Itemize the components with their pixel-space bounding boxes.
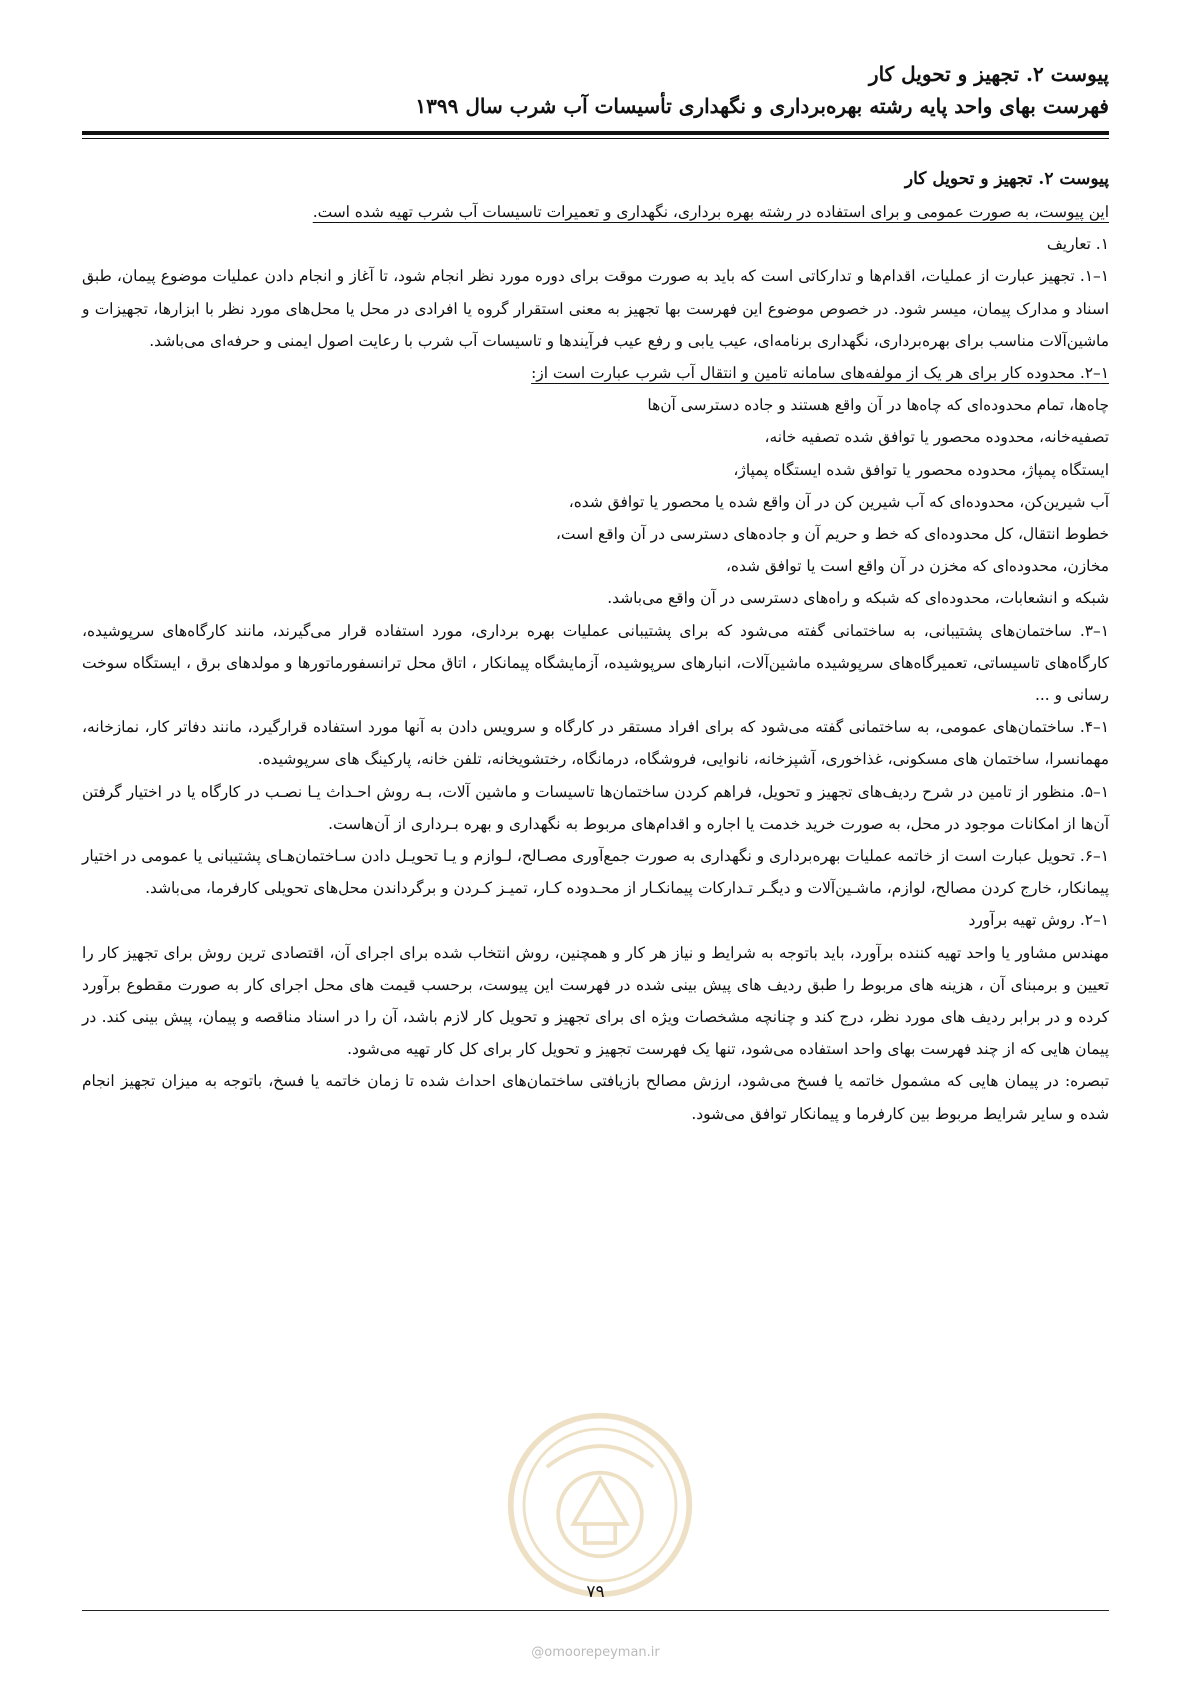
footer-rule — [82, 1610, 1109, 1611]
list-item: ایستگاه پمپاژ، محدوده محصور یا توافق شده ایستگاه پمپاژ، — [733, 460, 1109, 479]
list-item: شبکه و انشعابات، محدوده‌ای که شبکه و راه‌های دسترسی در آن واقع می‌باشد. — [607, 589, 1109, 608]
page-number: ۷۹ — [586, 1582, 605, 1602]
definition-1-1: ۱–۱. تجهیز عبارت از عملیات، اقدام‌ها و تدارکاتی است که باید به صورت موقت برای دوره مورد نظر انجام شود، تا آغاز و انجام دادن عملیات موضوع پیمان، طبق اسناد و مدارک پیمان، میسر شود. در خصوص موضوع این فهرست بها تجهیز به معنی استقرار گروه یا افرادی در محل یا محل‌های مورد نظر با ابزارها، تجهیزات و ماشین‌آلات مناسب برای بهره‌برداری، نگهداری برنامه‌ای، عیب یابی و رفع عیب فرآیندها و تاسیسات آب شرب با رعایت اصول ایمنی و حرفه‌ای می‌باشد. — [82, 267, 1109, 350]
intro-text: این پیوست، به صورت عمومی و برای استفاده در رشته بهره برداری، نگهداری و تعمیرات تاسیسات آب شرب تهیه شده است. — [312, 203, 1109, 221]
section-definitions-heading: ۱. تعاریف — [1046, 235, 1109, 254]
note-paragraph: تبصره: در پیمان هایی که مشمول خاتمه یا فسخ می‌شود، ارزش مصالح بازیافتی ساختمان‌های احداث شده تا زمان خاتمه یا فسخ، باتوجه به میزان تجهیز انجام شده و سایر شرایط مربوط بین کارفرما و پیمانکار توافق می‌شود. — [82, 1072, 1109, 1123]
list-item: تصفیه‌خانه، محدوده محصور یا توافق شده تصفیه خانه، — [764, 428, 1109, 447]
estimate-paragraph: مهندس مشاور یا واحد تهیه کننده برآورد، باید باتوجه به شرایط و نیاز هر کار و همچنین، روش انتخاب شده برای اجرای آن، اقتصادی ترین روش برای تجهیز کار را تعیین و برمبنای آن ، هزینه های مربوط را طبق ردیف های پیش بینی شده در فهرست این پیوست، برحسب قیمت های محل اجرای کار به صورت مقطوع برآورد کرده و در برابر ردیف های مورد نظر، درج کند و چنانچه مشخصات ویژه ای برای تجهیز و تحویل کار لازم باشد، آن را در اسناد مناقصه و پیمان، پیش بینی کند. در پیمان هایی که از چند فهرست بهای واحد استفاده می‌شود، تنها یک فهرست تجهیز و تحویل کار برای کل کار تهیه می‌شود. — [82, 943, 1109, 1059]
definition-1-2: ۱–۲. محدوده کار برای هر یک از مولفه‌های سامانه تامین و انتقال آب شرب عبارت است از: — [531, 364, 1109, 383]
definition-1-6: ۱–۶. تحویل عبارت است از خاتمه عملیات بهره‌برداری و نگهداری به صورت جمع‌آوری مصـالح، لـوازم و یـا تحویـل دادن سـاختمان‌هـای پشتیبانی یا عمومی در اختیار پیمانکار، خارج کردن مصالح، لوازم، ماشـین‌آلات و دیگـر تـدارکات پیمانکـار از محـدوده کـار، تمیـز کـردن و برگرداندن محل‌های تحویلی کارفرما، می‌باشد. — [82, 847, 1109, 898]
header-appendix-title: پیوست ۲. تجهیز و تحویل کار — [868, 62, 1109, 86]
list-item: آب شیرین‌کن، محدوده‌ای که آب شیرین کن در آن واقع شده یا محصور یا توافق شده، — [568, 492, 1109, 511]
definition-1-2-paragraph — [82, 357, 1109, 389]
header-rule-thin — [82, 138, 1109, 139]
website-watermark: @omoorepeyman.ir — [531, 1645, 660, 1660]
definition-1-5: ۱–۵. منظور از تامین در شرح ردیف‌های تجهیز و تحویل، فراهم کردن ساختمان‌ها تاسیسات و ماشین آلات، بـه روش احـداث یـا نصـب در کارگاه یا در اختیار گرفتن آن‌ها از امکانات موجود در محل، به صورت خرید خدمت یا اجاره و اقدام‌های مربوط به نگهداری و بهره بـرداری از آن‌هاست. — [82, 782, 1109, 833]
definition-1-4: ۱–۴. ساختمان‌های عمومی، به ساختمانی گفته می‌شود که برای افراد مستقر در کارگاه و سرویس دادن به آنها مورد استفاده قرارگیرد، مانند دفاتر کار، نمازخانه، مهمانسرا، ساختمان های مسکونی، غذاخوری، آشپزخانه، نانوایی، فروشگاه، درمانگاه، رختشویخانه، تلفن خانه، پارکینگ های سرپوشیده. — [82, 718, 1109, 769]
list-item: خطوط انتقال، کل محدوده‌ای که خط و حریم آن و جاده‌های دسترسی در آن واقع است، — [555, 525, 1109, 544]
header-document-title: فهرست بهای واحد پایه رشته بهره‌برداری و نگهداری تأسیسات آب شرب سال ۱۳۹۹ — [415, 94, 1109, 118]
watermark-seal-icon — [505, 1410, 695, 1600]
definition-1-3: ۱–۳. ساختمان‌های پشتیبانی، به ساختمانی گفته می‌شود که برای پشتیبانی عملیات بهره برداری، مورد استفاده قرار می‌گیرند، مانند کارگاه‌های سرپوشیده، کارگاه‌های تاسیساتی، تعمیرگاه‌های سرپوشیده ماشین‌آلات، انبارهای سرپوشیده، آزمایشگاه پیمانکار ، اتاق محل ترانسفورماتورها و مولدهای برق ، ایستگاه سوخت رسانی و ... — [82, 621, 1109, 705]
intro-paragraph — [82, 196, 1109, 228]
list-item: مخازن، محدوده‌ای که مخزن در آن واقع است یا توافق شده، — [725, 557, 1109, 576]
section-title: پیوست ۲. تجهیز و تحویل کار — [904, 169, 1109, 189]
header-rule-thick — [82, 131, 1109, 135]
list-item: چاه‌ها، تمام محدوده‌ای که چاه‌ها در آن واقع هستند و جاده دسترسی آن‌ها — [647, 396, 1109, 415]
section-estimate-heading: ۱–۲. روش تهیه برآورد — [968, 911, 1109, 930]
body-text — [82, 162, 1109, 1130]
